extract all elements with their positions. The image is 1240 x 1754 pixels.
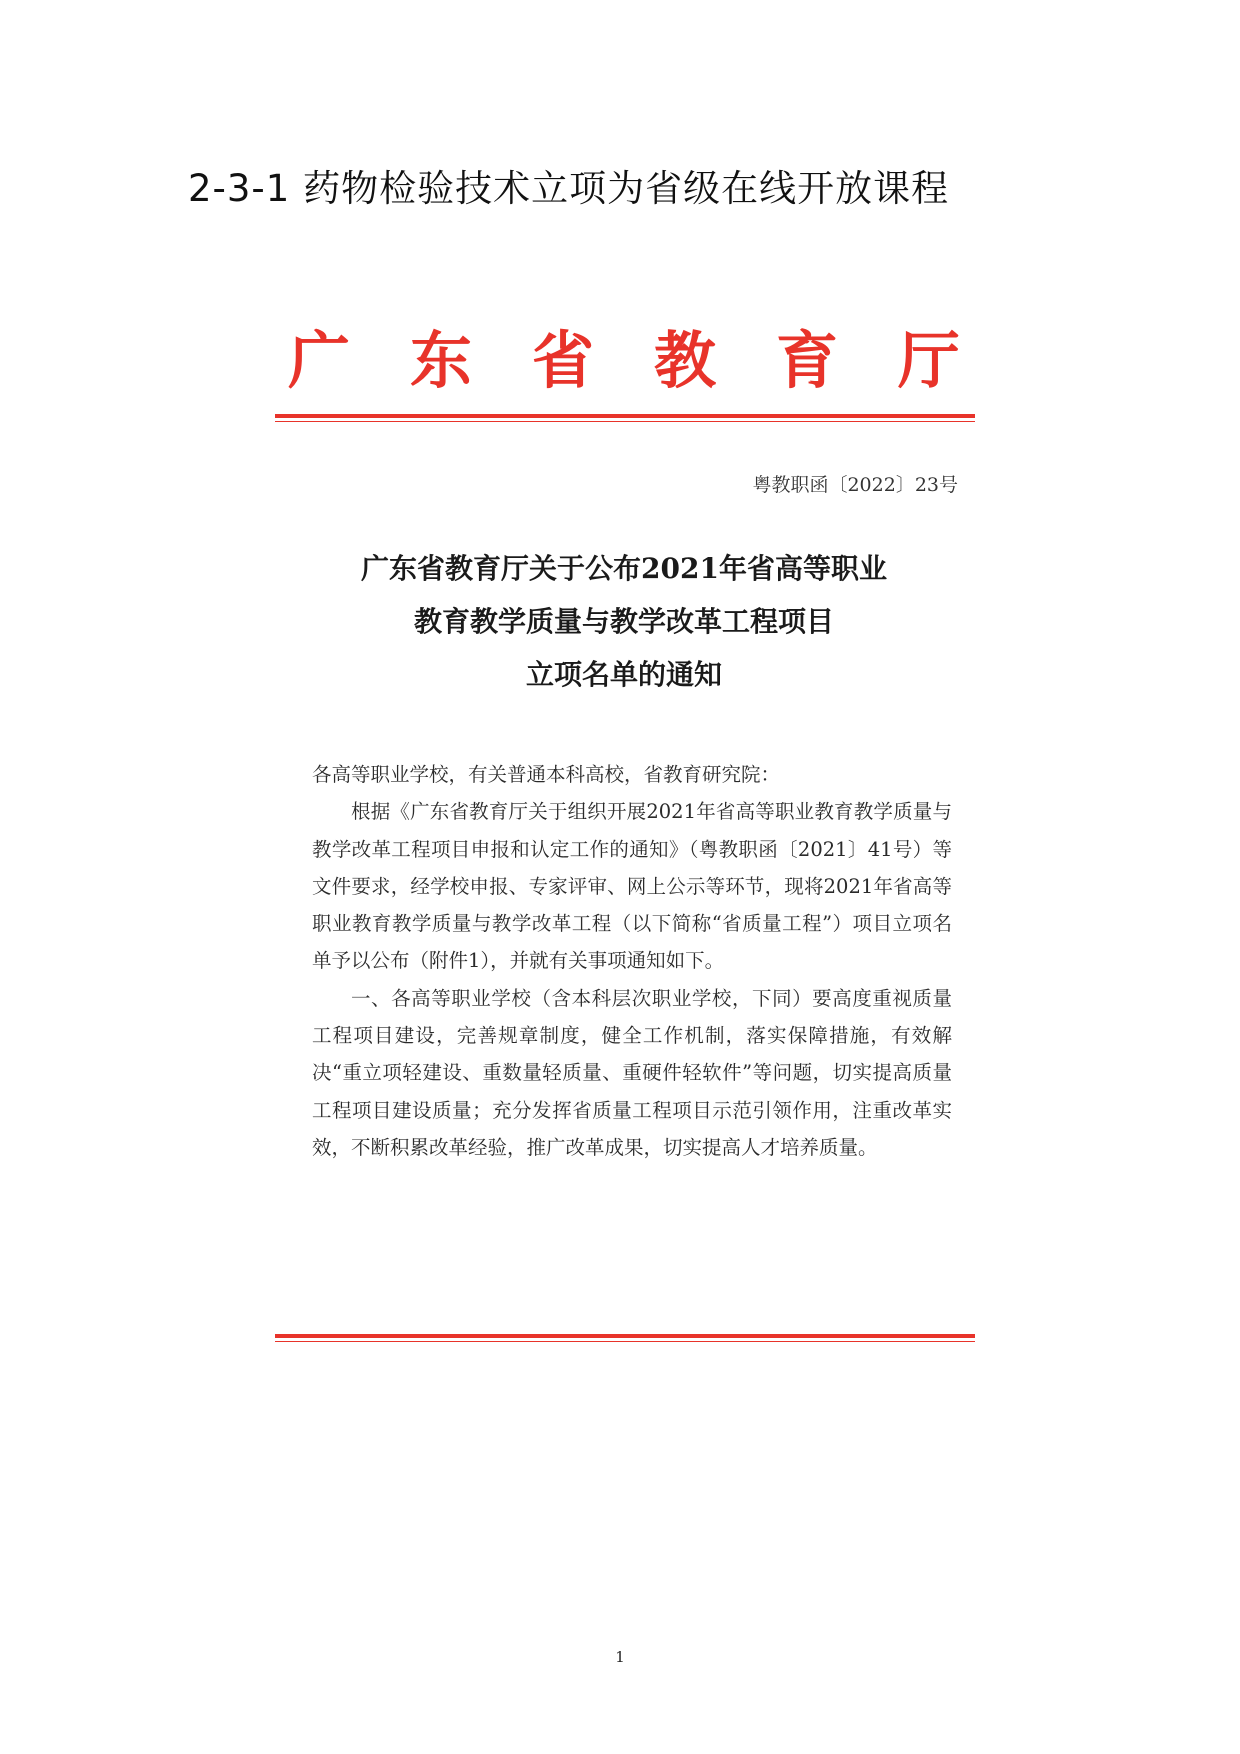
salutation: 各高等职业学校，有关普通本科高校，省教育研究院： (312, 763, 781, 786)
letterhead-char: 广 (288, 324, 351, 397)
footer-divider (275, 1334, 975, 1338)
header-divider-thin (275, 421, 975, 422)
letterhead-char: 厅 (897, 324, 960, 397)
title-line: 立项名单的通知 (525, 658, 722, 691)
header-divider (275, 414, 975, 418)
letterhead-char: 教 (653, 324, 716, 397)
document-title (270, 542, 978, 701)
page-caption: 2-3-1 药物检验技术立项为省级在线开放课程 (188, 167, 950, 210)
footer-divider-thin (275, 1341, 975, 1342)
letterhead-char: 东 (409, 324, 472, 397)
letterhead (288, 324, 960, 397)
body-paragraph: 根据《广东省教育厅关于组织开展2021年省高等职业教育教学质量与教学改革工程项目申报和认定工作的通知》（粤教职函〔2021〕41号）等文件要求，经学校申报、专家评审、网上公示等环节，现将2021年省高等职业教育教学质量与教学改革工程（以下简称“省质量工程”）项目立项名单予以公布（附件1），并就有关事项通知如下。 (312, 800, 952, 973)
scanned-notice (270, 320, 978, 1350)
title-line: 教育教学质量与教学改革工程项目 (413, 605, 834, 638)
title-line: 广东省教育厅关于公布2021年省高等职业 (361, 552, 887, 585)
document-body (312, 756, 952, 1166)
letterhead-char: 育 (775, 324, 838, 397)
letterhead-char: 省 (531, 324, 594, 397)
document-number: 粤教职函〔2022〕23号 (752, 474, 958, 496)
body-paragraph: 一、各高等职业学校（含本科层次职业学校，下同）要高度重视质量工程项目建设，完善规章制度，健全工作机制，落实保障措施，有效解决“重立项轻建设、重数量轻质量、重硬件轻软件”等问题，切实提高质量工程项目建设质量；充分发挥省质量工程项目示范引领作用，注重改革实效，不断积累改革经验，推广改革成果，切实提高人才培养质量。 (312, 986, 952, 1159)
page-number: 1 (615, 1648, 625, 1666)
